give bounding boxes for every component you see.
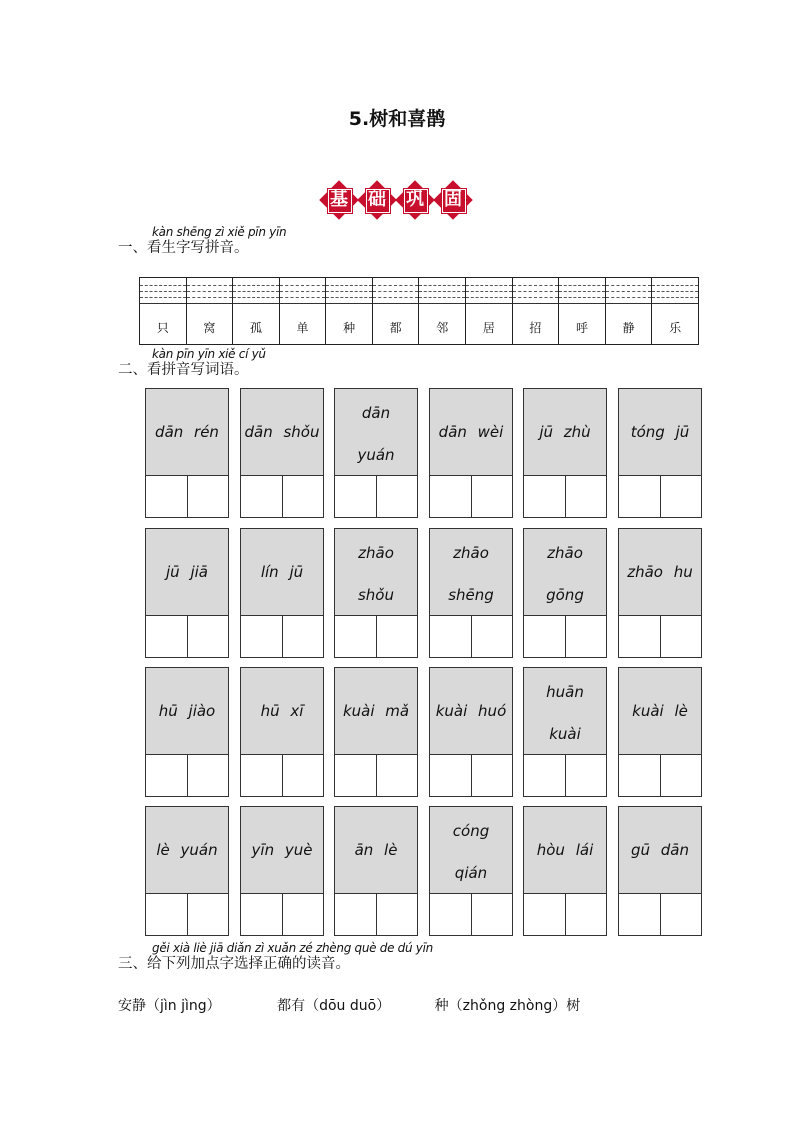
- pinyin-box: [335, 807, 417, 894]
- pinyin-write-lines[interactable]: [419, 280, 465, 306]
- answer-boxes[interactable]: [335, 894, 417, 935]
- box-divider: [376, 476, 377, 517]
- section2-number: 二、: [118, 362, 147, 378]
- pinyin-text: shēng: [448, 586, 494, 604]
- word-cell: [334, 528, 418, 658]
- box-divider: [565, 755, 566, 796]
- banner-char: [360, 183, 394, 217]
- box-divider: [660, 616, 661, 657]
- answer-boxes[interactable]: [524, 476, 606, 517]
- pinyin-box: [146, 389, 228, 476]
- pinyin-text: tóng jū: [630, 423, 690, 441]
- pinyin-text: hū xī: [260, 702, 304, 720]
- word-cell: [618, 388, 702, 518]
- pinyin-text: hòu lái: [536, 841, 594, 859]
- box-divider: [282, 616, 283, 657]
- word-cell: [618, 806, 702, 936]
- pinyin-box: [619, 529, 701, 616]
- section1-text: 看生字写拼音。: [147, 240, 249, 256]
- pinyin-box: [430, 807, 512, 894]
- section3-text: 给下列加点字选择正确的读音。: [147, 956, 350, 972]
- box-divider: [565, 616, 566, 657]
- box-divider: [471, 755, 472, 796]
- pinyin-box: [524, 807, 606, 894]
- answer-boxes[interactable]: [241, 476, 323, 517]
- table-char: 静: [622, 321, 635, 335]
- box-divider: [187, 755, 188, 796]
- table-char: 都: [389, 321, 402, 335]
- answer-boxes[interactable]: [524, 755, 606, 796]
- answer-boxes[interactable]: [619, 476, 701, 517]
- pinyin-table-column: [373, 278, 420, 344]
- answer-boxes[interactable]: [335, 755, 417, 796]
- answer-boxes[interactable]: [619, 755, 701, 796]
- section1-heading: [118, 225, 287, 257]
- word-cell: [523, 806, 607, 936]
- pinyin-text: yuán: [357, 446, 395, 464]
- pinyin-text: cóng: [452, 822, 490, 840]
- pinyin-text: shǒu: [357, 586, 394, 604]
- banner-char: [398, 183, 432, 217]
- pinyin-text: jū zhù: [539, 423, 591, 441]
- table-char: 孤: [249, 321, 262, 335]
- pinyin-text: zhāo: [358, 544, 394, 562]
- pinyin-text: dān rén: [155, 423, 219, 441]
- word-cell: [145, 806, 229, 936]
- pinyin-text: jū jiā: [166, 563, 208, 581]
- pinyin-table-column: [187, 278, 234, 344]
- answer-boxes[interactable]: [241, 616, 323, 657]
- pinyin-box: [335, 389, 417, 476]
- pinyin-text: zhāo: [453, 544, 489, 562]
- table-char: 呼: [575, 321, 588, 335]
- section3-pinyin: gěi xià liè jiā diǎn zì xuǎn zé zhèng què de dú yīn: [152, 941, 433, 955]
- box-divider: [565, 476, 566, 517]
- pinyin-box: [241, 389, 323, 476]
- word-cell: [240, 528, 324, 658]
- page-title: 5.树和喜鹊: [348, 108, 446, 130]
- pinyin-text: huān: [546, 683, 584, 701]
- box-divider: [471, 476, 472, 517]
- banner-char-text: 固: [444, 189, 462, 210]
- pinyin-box: [335, 668, 417, 755]
- banner-char-text: 巩: [406, 189, 424, 210]
- pinyin-write-lines[interactable]: [326, 280, 372, 306]
- answer-boxes[interactable]: [241, 894, 323, 935]
- section2-pinyin: kàn pīn yīn xiě cí yǔ: [152, 347, 266, 361]
- pinyin-box: [524, 668, 606, 755]
- pinyin-text: yīn yuè: [251, 841, 313, 859]
- box-divider: [187, 476, 188, 517]
- box-divider: [376, 616, 377, 657]
- pinyin-write-lines[interactable]: [559, 280, 605, 306]
- pinyin-text: gōng: [546, 586, 584, 604]
- table-char: 居: [482, 321, 495, 335]
- pinyin-box: [146, 668, 228, 755]
- pinyin-text: zhāo hu: [627, 563, 693, 581]
- box-divider: [660, 894, 661, 935]
- pinyin-box: [619, 807, 701, 894]
- pinyin-box: [430, 389, 512, 476]
- answer-boxes[interactable]: [524, 616, 606, 657]
- pinyin-box: [241, 807, 323, 894]
- answer-boxes[interactable]: [430, 755, 512, 796]
- table-char: 单: [296, 321, 309, 335]
- section3-number: 三、: [118, 956, 147, 972]
- pinyin-write-lines[interactable]: [140, 280, 186, 306]
- answer-boxes[interactable]: [430, 894, 512, 935]
- section2-text: 看拼音写词语。: [147, 362, 249, 378]
- pinyin-write-lines[interactable]: [233, 280, 279, 306]
- pinyin-box: [430, 668, 512, 755]
- word-cell: [145, 388, 229, 518]
- table-char: 乐: [669, 321, 682, 335]
- pinyin-table-column: [652, 278, 698, 344]
- pinyin-text: kuài huó: [435, 702, 507, 720]
- box-divider: [471, 894, 472, 935]
- answer-boxes[interactable]: [146, 755, 228, 796]
- section3-item: 安静（jìn jìng）: [118, 998, 221, 1014]
- answer-boxes[interactable]: [619, 616, 701, 657]
- section3-heading: [118, 941, 433, 973]
- pinyin-table-column: [280, 278, 327, 344]
- pinyin-write-lines[interactable]: [513, 280, 559, 306]
- section-banner: [322, 183, 470, 217]
- pinyin-text: kuài mǎ: [342, 702, 410, 720]
- pinyin-text: gū dān: [630, 841, 690, 859]
- answer-boxes[interactable]: [146, 894, 228, 935]
- box-divider: [187, 616, 188, 657]
- pinyin-text: hū jiào: [158, 702, 216, 720]
- pinyin-box: [430, 529, 512, 616]
- pinyin-table-column: [419, 278, 466, 344]
- word-cell: [240, 388, 324, 518]
- pinyin-table-column: [233, 278, 280, 344]
- section2-heading: [118, 347, 266, 379]
- pinyin-box: [335, 529, 417, 616]
- pinyin-box: [146, 807, 228, 894]
- box-divider: [376, 755, 377, 796]
- answer-boxes[interactable]: [335, 616, 417, 657]
- word-cell: [429, 667, 513, 797]
- table-char: 种: [343, 321, 356, 335]
- word-cell: [334, 388, 418, 518]
- word-cell: [240, 806, 324, 936]
- answer-boxes[interactable]: [146, 476, 228, 517]
- pinyin-table-column: [606, 278, 653, 344]
- pinyin-text: kuài: [549, 725, 581, 743]
- banner-char: [436, 183, 470, 217]
- word-cell: [145, 667, 229, 797]
- banner-char: [322, 183, 356, 217]
- word-cell: [523, 667, 607, 797]
- pinyin-box: [619, 389, 701, 476]
- table-char: 招: [529, 321, 542, 335]
- word-cell: [429, 806, 513, 936]
- pinyin-text: dān shǒu: [244, 423, 320, 441]
- word-cell: [145, 528, 229, 658]
- table-char: 窝: [203, 321, 216, 335]
- pinyin-box: [524, 529, 606, 616]
- pinyin-text: qián: [454, 864, 488, 882]
- box-divider: [282, 755, 283, 796]
- pinyin-box: [241, 668, 323, 755]
- pinyin-write-lines[interactable]: [652, 280, 698, 306]
- word-cell: [334, 806, 418, 936]
- pinyin-box: [619, 668, 701, 755]
- answer-boxes[interactable]: [430, 476, 512, 517]
- pinyin-text: kuài lè: [632, 702, 688, 720]
- box-divider: [187, 894, 188, 935]
- pinyin-table-column: [140, 278, 187, 344]
- pinyin-text: lín jū: [260, 563, 304, 581]
- pinyin-box: [146, 529, 228, 616]
- pinyin-table-column: [466, 278, 513, 344]
- section1-pinyin: kàn shēng zì xiě pīn yīn: [152, 225, 287, 239]
- box-divider: [282, 476, 283, 517]
- table-char: 邻: [436, 321, 449, 335]
- pinyin-box: [524, 389, 606, 476]
- answer-boxes[interactable]: [146, 616, 228, 657]
- answer-boxes[interactable]: [524, 894, 606, 935]
- section3-item: 都有（dōu duō）: [277, 998, 391, 1014]
- box-divider: [660, 755, 661, 796]
- section3-item: 种（zhǒng zhòng）树: [434, 998, 581, 1014]
- table-char: 只: [156, 321, 169, 335]
- pinyin-table-column: [326, 278, 373, 344]
- word-cell: [429, 388, 513, 518]
- box-divider: [471, 616, 472, 657]
- pinyin-write-lines[interactable]: [466, 280, 512, 306]
- pinyin-text: dān: [361, 404, 391, 422]
- word-cell: [240, 667, 324, 797]
- pinyin-write-lines[interactable]: [187, 280, 233, 306]
- word-cell: [429, 528, 513, 658]
- box-divider: [282, 894, 283, 935]
- answer-boxes[interactable]: [335, 476, 417, 517]
- pinyin-write-lines[interactable]: [373, 280, 419, 306]
- pinyin-table-column: [559, 278, 606, 344]
- pinyin-text: dān wèi: [438, 423, 504, 441]
- pinyin-write-lines[interactable]: [280, 280, 326, 306]
- pinyin-text: lè yuán: [156, 841, 218, 859]
- word-cell: [523, 388, 607, 518]
- banner-char-text: 础: [368, 189, 386, 210]
- word-cell: [618, 528, 702, 658]
- word-cell: [618, 667, 702, 797]
- box-divider: [565, 894, 566, 935]
- banner-char-text: 基: [330, 189, 348, 210]
- answer-boxes[interactable]: [241, 755, 323, 796]
- answer-boxes[interactable]: [430, 616, 512, 657]
- pinyin-writing-table: [139, 277, 699, 345]
- pinyin-table-column: [513, 278, 560, 344]
- section3-items: [118, 995, 608, 1015]
- pinyin-box: [241, 529, 323, 616]
- pinyin-write-lines[interactable]: [606, 280, 652, 306]
- pinyin-text: zhāo: [547, 544, 583, 562]
- box-divider: [376, 894, 377, 935]
- box-divider: [660, 476, 661, 517]
- answer-boxes[interactable]: [619, 894, 701, 935]
- word-cell: [523, 528, 607, 658]
- word-cell: [334, 667, 418, 797]
- section1-number: 一、: [118, 240, 147, 256]
- pinyin-text: ān lè: [354, 841, 398, 859]
